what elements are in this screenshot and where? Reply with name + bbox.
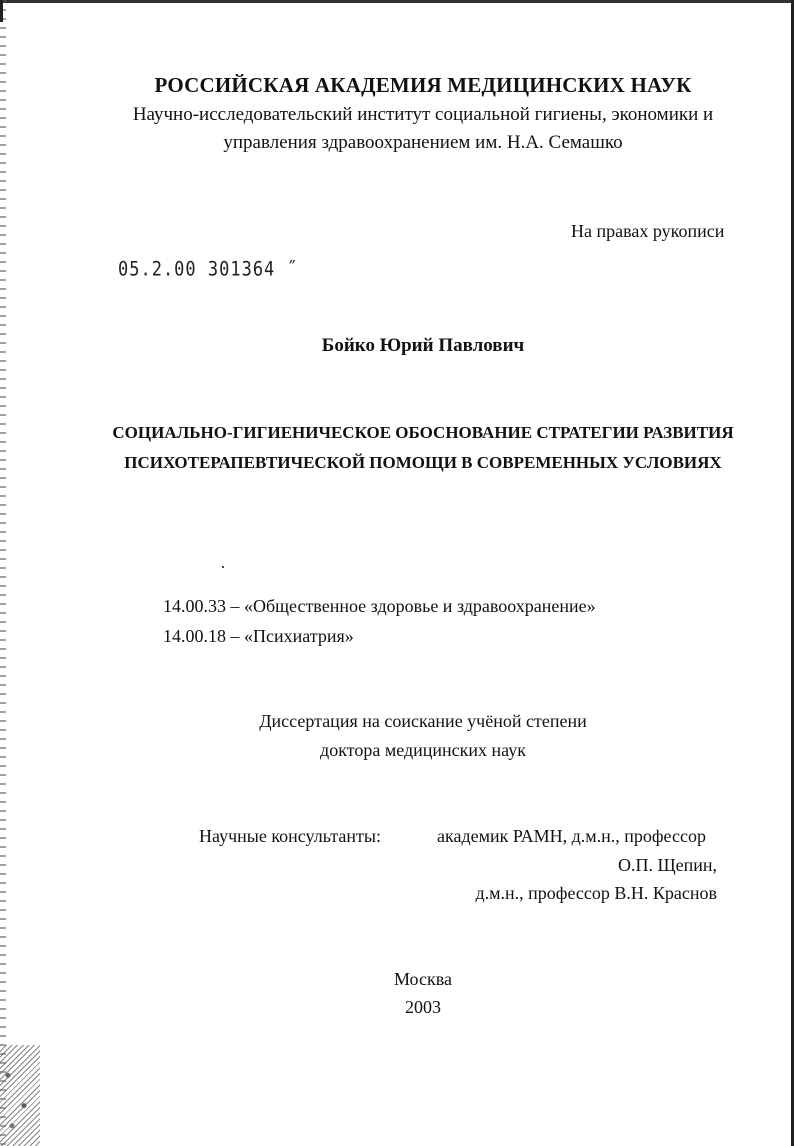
institute-name-line2: управления здравоохранением им. Н.А. Семашко <box>223 132 623 153</box>
degree-statement-line2: доктора медицинских наук <box>320 740 526 760</box>
consultant-line3: д.м.н., профессор В.Н. Краснов <box>475 883 717 903</box>
archive-stamp-number: 05.2.00 301364 ˝ <box>118 258 298 281</box>
author-name: Бойко Юрий Павлович <box>321 335 525 356</box>
scan-corner-mark <box>0 0 11 22</box>
scan-noise <box>0 1045 40 1146</box>
city: Москва <box>394 969 452 989</box>
specialty-code-2: 14.00.18 – «Психиатрия» <box>163 626 354 646</box>
degree-statement-line1: Диссертация на соискание учёной степени <box>259 711 587 731</box>
dissertation-title-line2: ПСИХОТЕРАПЕВТИЧЕСКОЙ ПОМОЩИ В СОВРЕМЕННЫХ УСЛОВИЯХ <box>124 453 722 472</box>
scan-speck <box>222 566 224 568</box>
consultant-line1: академик РАМН, д.м.н., профессор <box>437 826 706 846</box>
institute-name-line1: Научно-исследовательский институт социальной гигиены, экономики и <box>132 104 714 125</box>
consultants-label: Научные консультанты: <box>199 826 381 846</box>
academy-name: РОССИЙСКАЯ АКАДЕМИЯ МЕДИЦИНСКИХ НАУК <box>154 73 692 97</box>
dissertation-title-line1: СОЦИАЛЬНО-ГИГИЕНИЧЕСКОЕ ОБОСНОВАНИЕ СТРАТЕГИИ РАЗВИТИЯ <box>112 423 734 442</box>
manuscript-rights-note: На правах рукописи <box>571 221 725 241</box>
year: 2003 <box>405 997 441 1017</box>
specialty-code-1: 14.00.33 – «Общественное здоровье и здравоохранение» <box>163 596 596 616</box>
scan-edge-top <box>0 0 794 3</box>
consultant-line2: О.П. Щепин, <box>617 855 717 875</box>
